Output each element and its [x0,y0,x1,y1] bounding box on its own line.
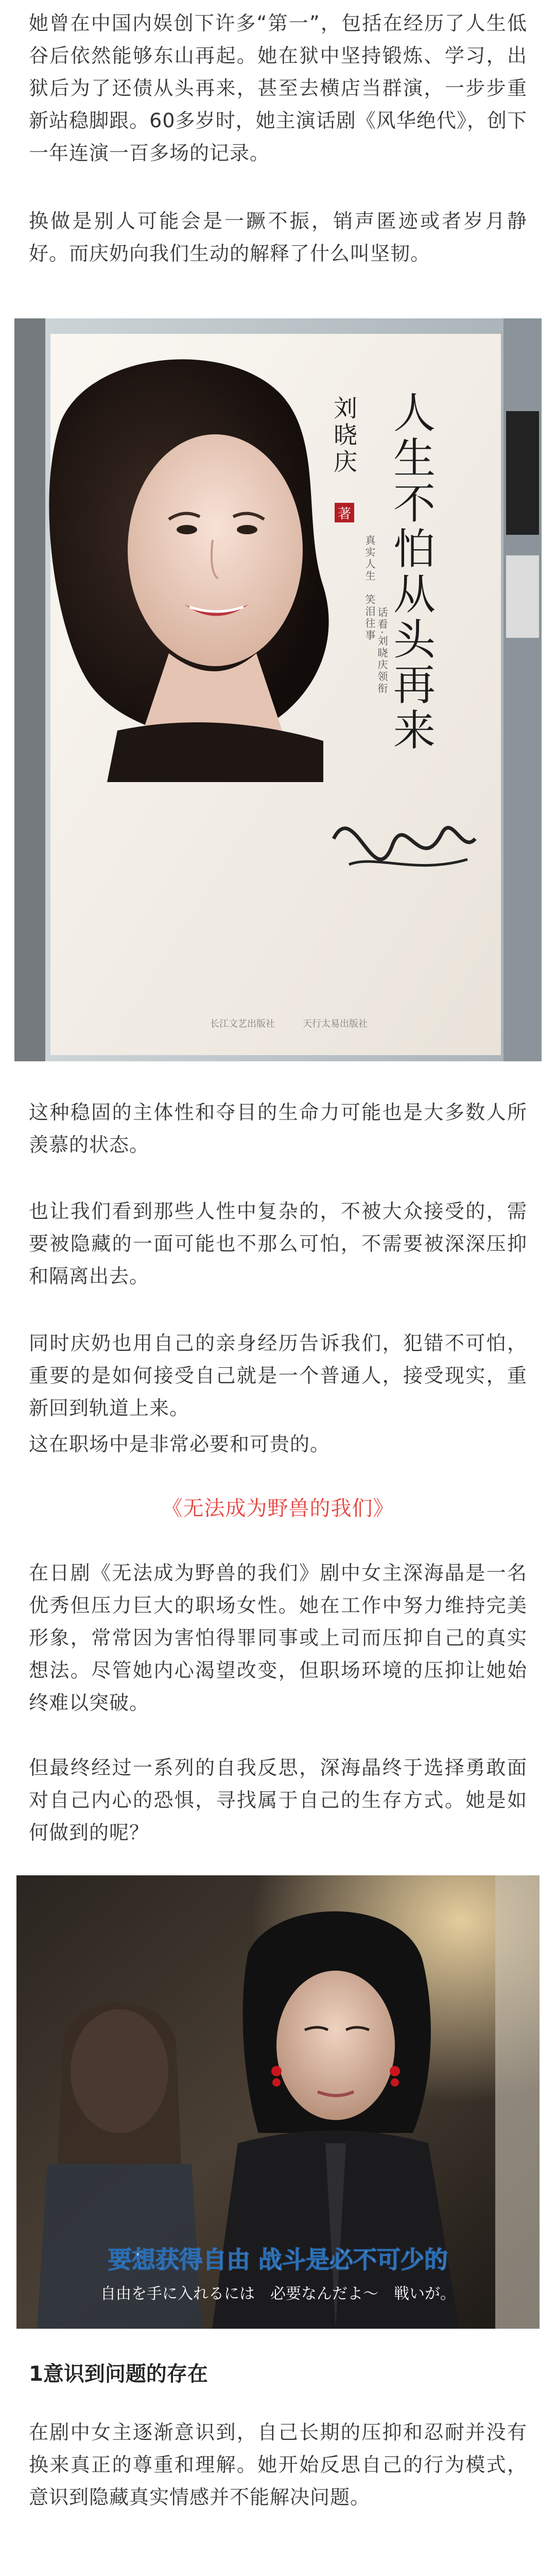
book-cover-photo [14,318,542,1061]
paragraph-drama-intro: 在日剧《无法成为野兽的我们》剧中女主深海晶是一名优秀但压力巨大的职场女性。她在工作中努力维持完美形象，常常因为害怕得罪同事或上司而压抑自己的真实想法。尽管她内心渴望改变，但职场环境的压抑让她始终难以突破。 [29,1562,527,1714]
paragraph-resilience: 换做是别人可能会是一蹶不振，销声匿迹或者岁月静好。而庆奶向我们生动的解释了什么叫坚韧。 [29,210,527,265]
book-author-suffix: 著 [337,506,352,522]
paragraph-workplace: 这在职场中是非常必要和可贵的。 [29,1433,331,1455]
book-author: 刘晓庆 [330,396,358,476]
publisher-left: 长江文艺出版社 [210,1019,275,1029]
book-cover-illustration [14,318,542,1061]
drama-still-illustration [16,1875,540,2329]
drama-still-photo [16,1875,540,2329]
paragraph-complexity: 也让我们看到那些人性中复杂的，不被大众接受的，需要被隐藏的一面可能也不那么可怕，不需要被深深压抑和隔离出去。 [29,1200,527,1287]
heading-step-1: 1意识到问题的存在 [29,2362,208,2386]
paragraph-state: 这种稳固的主体性和夺目的生命力可能也是大多数人所羡慕的状态。 [29,1101,527,1156]
paragraph-step-1: 在剧中女主逐渐意识到，自己长期的压抑和忍耐并没有换来真正的尊重和理解。她开始反思自己的行为模式，意识到隐藏真实情感并不能解决问题。 [29,2421,527,2509]
paragraph-intro: 她曾在中国内娱创下许多“第一”，包括在经历了人生低谷后依然能够东山再起。她在狱中坚持锻炼、学习，出狱后为了还债从头再来，甚至去横店当群演，一步步重新站稳脚跟。60多岁时，她主演话剧《风华绝代》，创下一年连演一百多场的记录。 [29,12,527,164]
paragraph-lesson: 同时庆奶也用自己的亲身经历告诉我们，犯错不可怕，重要的是如何接受自己就是一个普通人，接受现实，重新回到轨道上来。 [29,1332,527,1419]
drama-subtitle-jp: 自由を手に入れるには 必要なんだよ～ 戦いが。 [100,2285,456,2303]
paragraph-drama-turn: 但最终经过一系列的自我反思，深海晶终于选择勇敢面对自己内心的恐惧，寻找属于自己的生存方式。她是如何做到的呢？ [29,1756,527,1844]
drama-subtitle-cn: 要想获得自由 战斗是必不可少的 [108,2246,448,2274]
book-blurb-2: 话看·刘晓庆领衔 [376,607,388,695]
book-title: 人生不怕从头再来 [386,391,436,753]
publisher-right: 天行太易出版社 [303,1019,368,1029]
book-blurb-1: 真实人生 笑泪往事 [363,535,376,641]
section-subtitle: 《无法成为野兽的我们》 [162,1497,394,1520]
